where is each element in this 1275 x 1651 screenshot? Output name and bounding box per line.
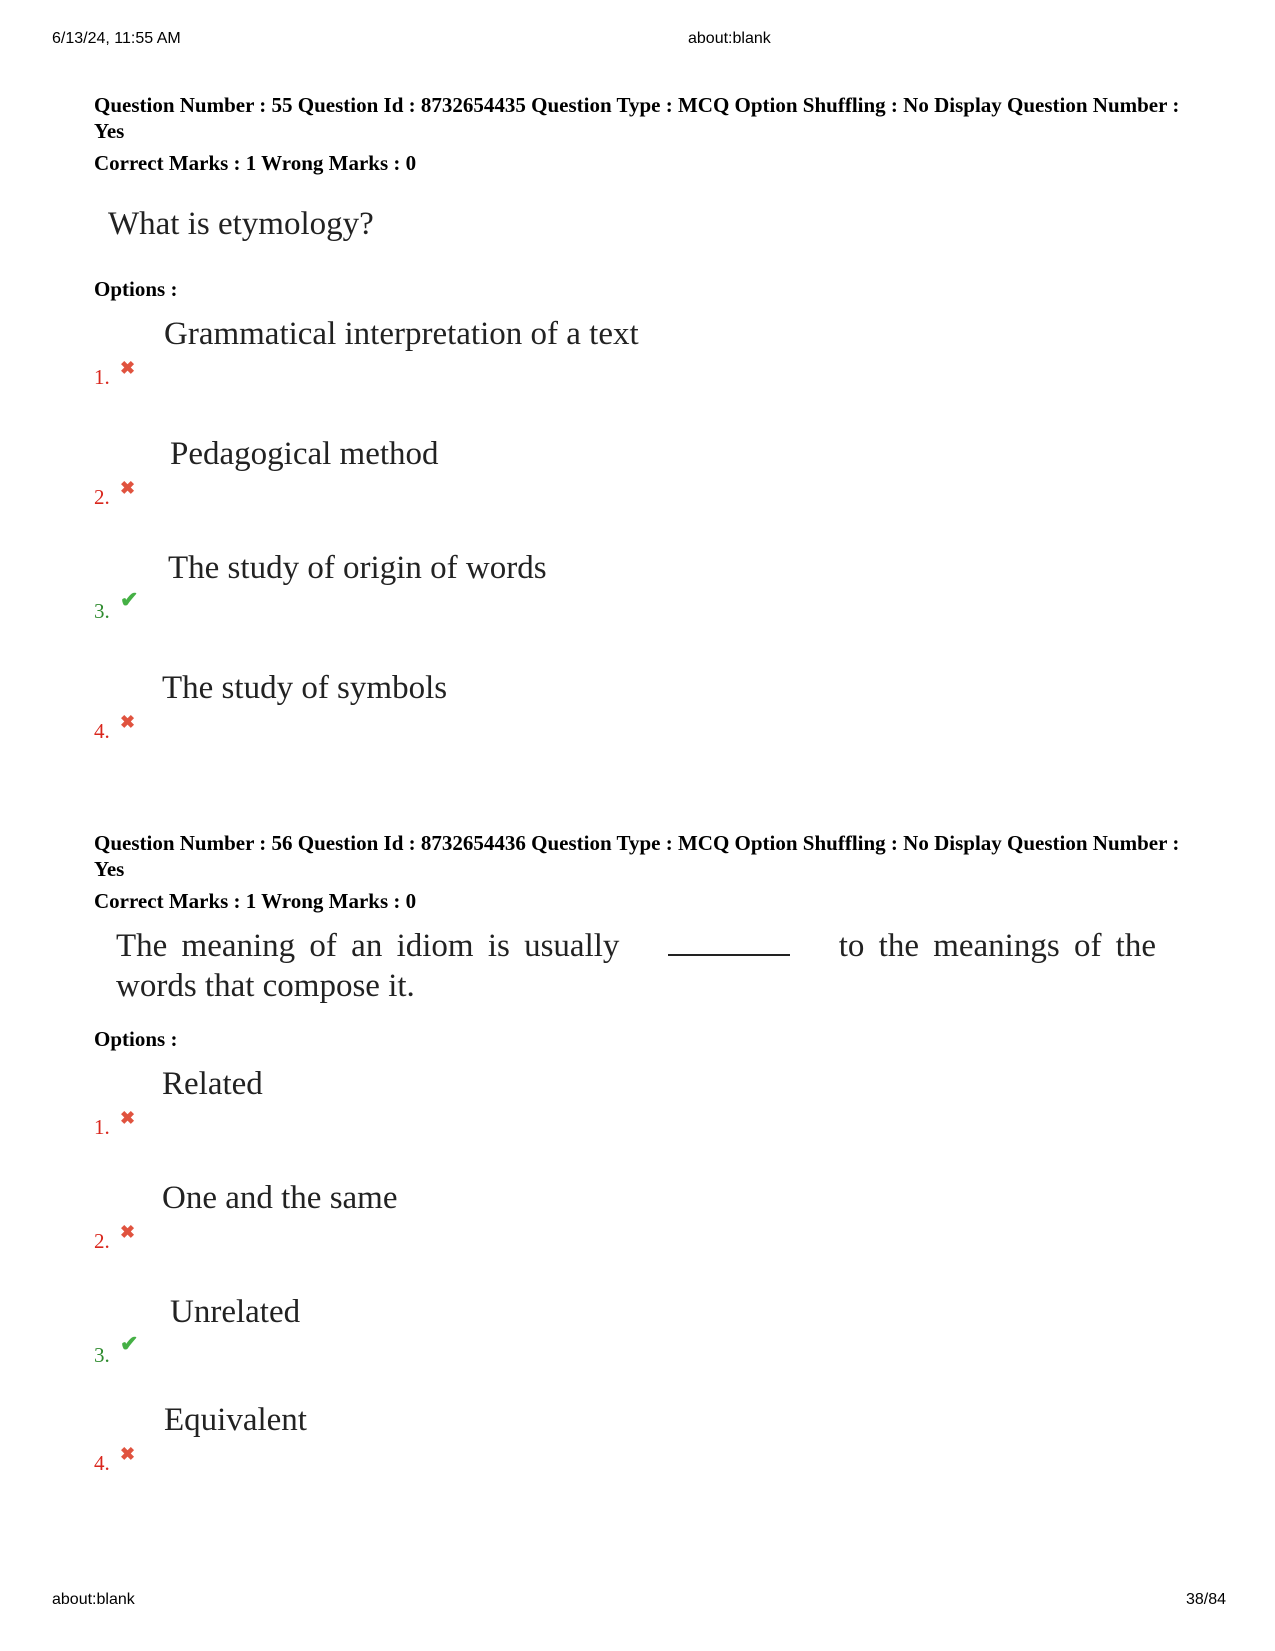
option-number: 1.	[94, 365, 110, 389]
option-number: 3.	[94, 1343, 110, 1367]
cross-icon: ✖	[120, 358, 136, 378]
footer-url: about:blank	[52, 1591, 135, 1608]
option-2	[94, 434, 1094, 514]
question-meta: Question Number : 56 Question Id : 8732654436 Question Type : MCQ Option Shuffling : No Display Question Number : Yes	[94, 831, 1180, 881]
option-text: Unrelated	[170, 1294, 301, 1330]
option-1	[94, 314, 1094, 394]
question-marks: Correct Marks : 1 Wrong Marks : 0	[94, 889, 417, 913]
option-text: Pedagogical method	[170, 436, 439, 472]
option-number: 3.	[94, 599, 110, 623]
question-meta: Question Number : 55 Question Id : 8732654435 Question Type : MCQ Option Shuffling : No Display Question Number : Yes	[94, 93, 1180, 143]
question-text-part1: The meaning of an idiom is usually	[116, 928, 620, 964]
option-text: Equivalent	[164, 1402, 307, 1438]
question-text-part3: words that compose it.	[116, 968, 415, 1004]
question-55	[94, 92, 1194, 752]
question-text	[116, 926, 1156, 1006]
option-4	[94, 668, 1094, 748]
print-datetime: 6/13/24, 11:55 AM	[52, 30, 181, 47]
answer-blank	[668, 928, 790, 956]
options-label: Options :	[94, 1027, 178, 1051]
cross-icon: ✖	[120, 1222, 136, 1242]
option-3	[94, 548, 1094, 628]
page-number: 38/84	[1185, 1591, 1226, 1608]
print-url: about:blank	[688, 30, 771, 47]
options-label: Options :	[94, 277, 178, 301]
option-3	[94, 1292, 1094, 1372]
option-1	[94, 1064, 1094, 1144]
check-icon: ✔	[120, 587, 139, 612]
question-text-part2: to the meanings of the	[838, 928, 1156, 964]
option-4	[94, 1400, 1094, 1480]
cross-icon: ✖	[120, 478, 136, 498]
option-number: 4.	[94, 1451, 110, 1475]
question-56	[94, 830, 1194, 1500]
option-text: One and the same	[162, 1180, 398, 1216]
option-number: 4.	[94, 719, 110, 743]
option-text: Grammatical interpretation of a text	[164, 316, 639, 352]
option-number: 2.	[94, 1229, 110, 1253]
option-2	[94, 1178, 1094, 1258]
option-number: 2.	[94, 485, 110, 509]
option-text: The study of symbols	[162, 670, 448, 706]
option-text: Related	[162, 1066, 263, 1102]
question-marks: Correct Marks : 1 Wrong Marks : 0	[94, 151, 417, 175]
cross-icon: ✖	[120, 712, 136, 732]
option-number: 1.	[94, 1115, 110, 1139]
check-icon: ✔	[120, 1331, 139, 1356]
option-text: The study of origin of words	[168, 550, 547, 586]
cross-icon: ✖	[120, 1108, 136, 1128]
question-text: What is etymology?	[108, 206, 374, 242]
cross-icon: ✖	[120, 1444, 136, 1464]
